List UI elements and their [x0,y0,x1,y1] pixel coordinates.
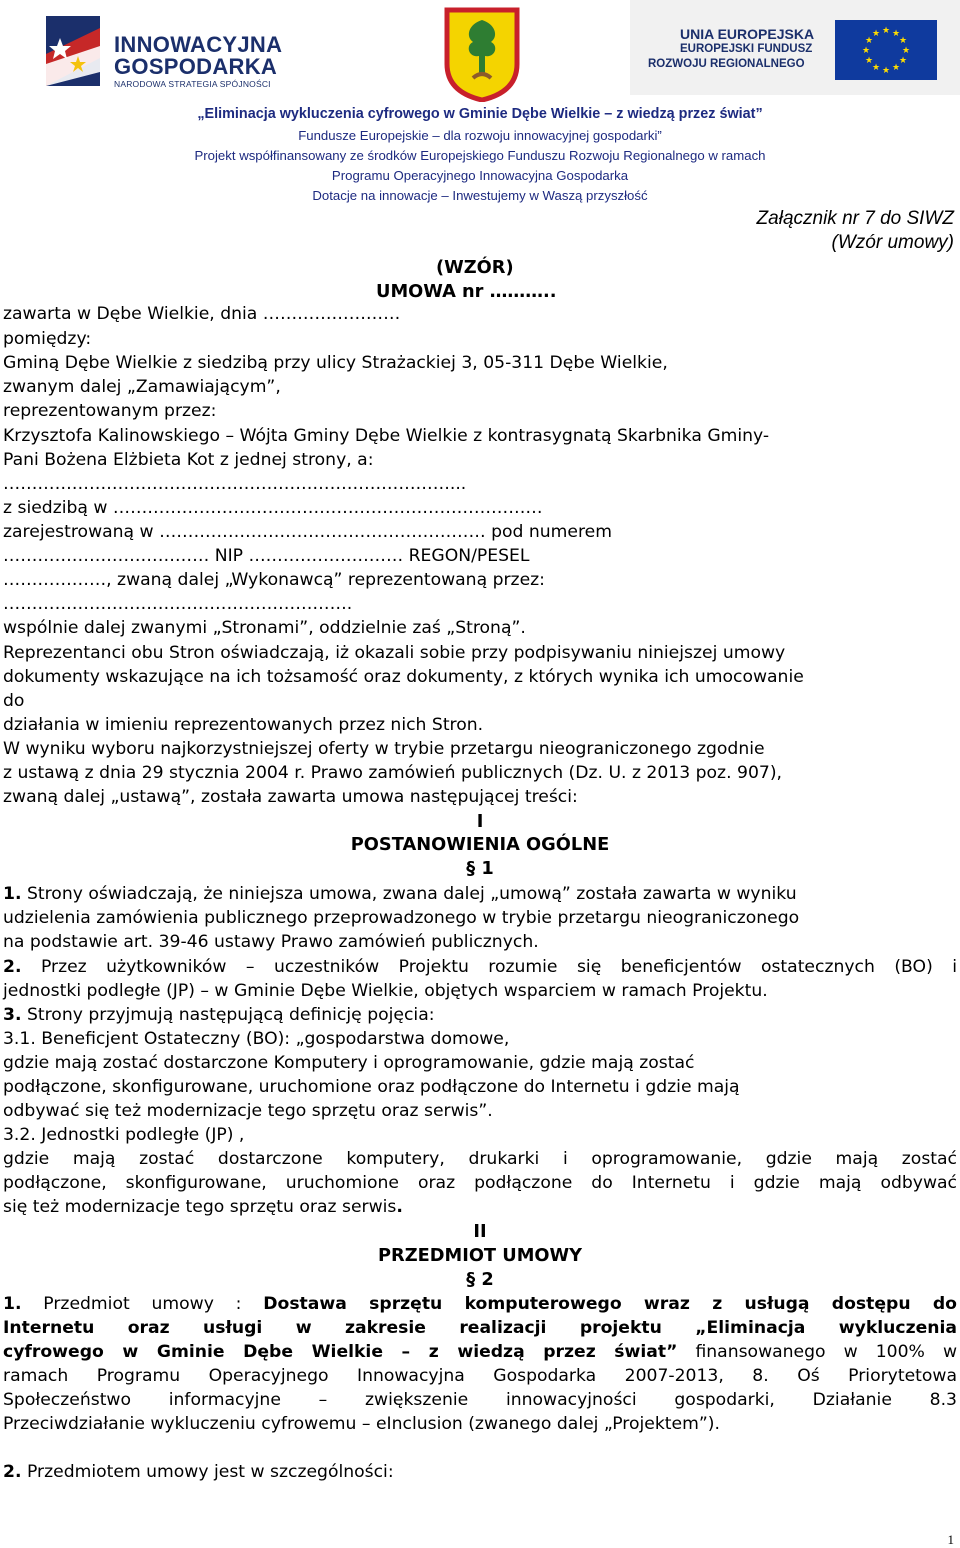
section-1-paragraph-sign: § 1 [466,858,494,879]
s2-p1-line [3,1342,957,1362]
svg-text:★: ★ [864,36,874,46]
intro-line: Krzysztofa Kalinowskiego – Wójta Gminy Dębe Wielkie z kontrasygnatą Skarbnika Gminy- [3,426,770,446]
intro-line: zwaną dalej „ustawą”, została zawarta umowa następującej treści: [3,787,578,807]
attachment-sublabel: (Wzór umowy) [831,232,954,253]
intro-line: Reprezentanci obu Stron oświadczają, iż okazali sobie przy podpisywaniu niniejszej umowy [3,643,786,663]
s2-p1-line: Przeciwdziałanie wykluczeniu cyfrowemu – eInclusion (zwanego dalej „Projektem”). [3,1414,720,1434]
page-number: 1 [947,1532,954,1547]
intro-line: Pani Bożena Elżbieta Kot z jednej strony, a: [3,450,374,470]
svg-text:★: ★ [891,63,901,73]
intro-line: ……………………………… NIP ……………………… REGON/PESEL [3,546,530,566]
s1-p2-number: 2. [3,957,22,977]
intro-line: pomiędzy: [3,329,92,349]
s1-p3-line [3,1005,435,1025]
logo-ue-line3: ROZWOJU REGIONALNEGO [648,58,805,70]
s1-p32-line [3,1197,403,1217]
s1-p2-text: Przez użytkowników – uczestników Projektu rozumie się beneficjentów ostatecznych (BO) i [21,957,957,977]
intro-line: Gminą Dębe Wielkie z siedzibą przy ulicy Strażackiej 3, 05-311 Dębe Wielkie, [3,353,668,373]
section-1-roman: I [476,811,484,832]
intro-line: reprezentowanym przez: [3,401,217,421]
logo-ig-line2: GOSPODARKA [114,54,278,79]
svg-text:★: ★ [898,36,908,46]
s1-p1-line: udzielenia zamówienia publicznego przeprowadzonego w trybie przetargu nieograniczonego [3,908,800,928]
coat-of-arms-icon [443,6,521,102]
s2-p1-bold: Dostawa sprzętu komputerowego wraz z usługą dostępu do [263,1294,957,1314]
logo-ig-line1: INNOWACYJNA [114,32,283,57]
s2-p2-number: 2. [3,1462,22,1482]
s1-p32-period: . [396,1197,403,1217]
s1-p1-text: Strony oświadczają, że niniejsza umowa, zwana dalej „umową” została zawarta w wyniku [21,884,797,904]
section-2-roman: II [473,1221,487,1242]
s1-p1-number: 1. [3,884,22,904]
s2-p1-text: Przedmiot umowy : [21,1294,264,1314]
doc-title-wzor: (WZÓR) [436,257,514,278]
s1-p31-line: 3.1. Beneficjent Ostateczny (BO): „gospodarstwa domowe, [3,1029,510,1049]
s1-p32-line: gdzie mają zostać dostarczone komputery, drukarki i oprogramowanie, gdzie mają zostać [3,1149,957,1169]
project-line-3: Projekt współfinansowany ze środków Europejskiego Funduszu Rozwoju Regionalnego w ramach [194,148,766,163]
s2-p1-text: finansowanego w 100% w [677,1342,958,1362]
svg-text:★: ★ [901,46,911,56]
project-line-4: Programu Operacyjnego Innowacyjna Gospodarka [331,168,629,183]
ig-flag-icon [40,16,106,86]
section-2-paragraph-sign: § 2 [466,1269,494,1290]
s1-p32-text: się też modernizacje tego sprzętu oraz serwis [3,1197,397,1217]
section-2-heading: PRZEDMIOT UMOWY [377,1245,582,1266]
s1-p3-text: Strony przyjmują następującą definicję pojęcia: [21,1005,435,1025]
s1-p31-line: podłączone, skonfigurowane, uruchomione oraz podłączone do Internetu i gdzie mają [3,1077,740,1097]
logo-ue-line2: EUROPEJSKI FUNDUSZ [680,43,813,55]
svg-text:★: ★ [864,56,874,66]
svg-text:★: ★ [861,46,871,56]
eu-logo [630,0,960,95]
s1-p2-line [3,957,957,977]
eu-flag-icon [835,20,937,80]
s2-p1-number: 1. [3,1294,22,1314]
s1-p31-line: odbywać się też modernizacje tego sprzętu oraz serwis”. [3,1101,493,1121]
s2-p1-line: ramach Programu Operacyjnego Innowacyjna Gospodarka 2007-2013, 8. Oś Priorytetowa [3,1366,957,1386]
svg-text:★: ★ [881,26,891,36]
s2-p2-line [3,1462,394,1482]
s1-p2-line: jednostki podległe (JP) – w Gminie Dębe Wielkie, objętych wsparciem w ramach Projektu. [3,981,768,1001]
project-line-5: Dotacje na innowacje – Inwestujemy w Waszą przyszłość [312,188,648,203]
project-title: „Eliminacja wykluczenia cyfrowego w Gminie Dębe Wielkie – z wiedzą przez świat” [197,106,763,122]
s2-p1-line: Internetu oraz usługi w zakresie realizacji projektu „Eliminacja wykluczenia [3,1318,957,1338]
intro-line: W wyniku wyboru najkorzystniejszej oferty w trybie przetargu nieograniczonego zgodnie [3,739,765,759]
s2-p1-bold: cyfrowego w Gminie Dębe Wielkie – z wiedzą przez świat” [3,1342,678,1362]
s1-p31-line: gdzie mają zostać dostarczone Komputery i oprogramowanie, gdzie mają zostać [3,1053,695,1073]
intro-line: wspólnie dalej zwanymi „Stronami”, oddzielnie zaś „Stroną”. [3,618,526,638]
intro-line: z ustawą z dnia 29 stycznia 2004 r. Prawo zamówień publicznych (Dz. U. z 2013 poz. 907), [3,763,782,783]
logo-ig-line3: NARODOWA STRATEGIA SPÓJNOŚCI [114,79,271,89]
intro-line: zwanym dalej „Zamawiającym”, [3,377,281,397]
intro-line: ……………………………………………………. [3,594,353,614]
intro-line: ………………, zwaną dalej „Wykonawcą” reprezentowaną przez: [3,570,545,590]
intro-line: działania w imieniu reprezentowanych przez nich Stron. [3,715,484,735]
intro-line: do [3,691,25,711]
s1-p32-line: 3.2. Jednostki podległe (JP) , [3,1125,245,1145]
intro-line: ……………………………………………………………………... [3,474,467,494]
s1-p32-line: podłączone, skonfigurowane, uruchomione oraz podłączone do Internetu i gdzie mają odbywać [3,1173,957,1193]
s1-p1-line: na podstawie art. 39-46 ustawy Prawo zamówień publicznych. [3,932,539,952]
svg-text:★: ★ [898,56,908,66]
s2-p1-line: Społeczeństwo informacyjne – zwiększenie innowacyjności gospodarki, Działanie 8.3 [3,1390,957,1410]
attachment-label: Załącznik nr 7 do SIWZ [756,208,954,229]
intro-line: zawarta w Dębe Wielkie, dnia …………………… [3,304,401,324]
intro-line: zarejestrowaną w ………………………………………………… pod numerem [3,522,612,542]
s2-p2-text: Przedmiotem umowy jest w szczególności: [21,1462,394,1482]
logo-ue-line1: UNIA EUROPEJSKA [680,26,815,42]
svg-text:★: ★ [871,63,881,73]
project-line-2: Fundusze Europejskie – dla rozwoju innowacyjnej gospodarki” [298,128,662,143]
s1-p3-number: 3. [3,1005,22,1025]
section-1-heading: POSTANOWIENIA OGÓLNE [350,834,610,855]
doc-title-umowa: UMOWA nr ……….. [376,281,557,302]
s2-p1-line [3,1294,957,1314]
svg-text:★: ★ [881,66,891,76]
s1-p1-line [3,884,797,904]
svg-text:★: ★ [891,29,901,39]
intro-line: dokumenty wskazujące na ich tożsamość oraz dokumenty, z których wynika ich umocowanie [3,667,804,687]
innowacyjna-gospodarka-logo [40,16,283,89]
svg-text:★: ★ [871,29,881,39]
intro-line: z siedzibą w ………………………………………………………………… [3,498,543,518]
